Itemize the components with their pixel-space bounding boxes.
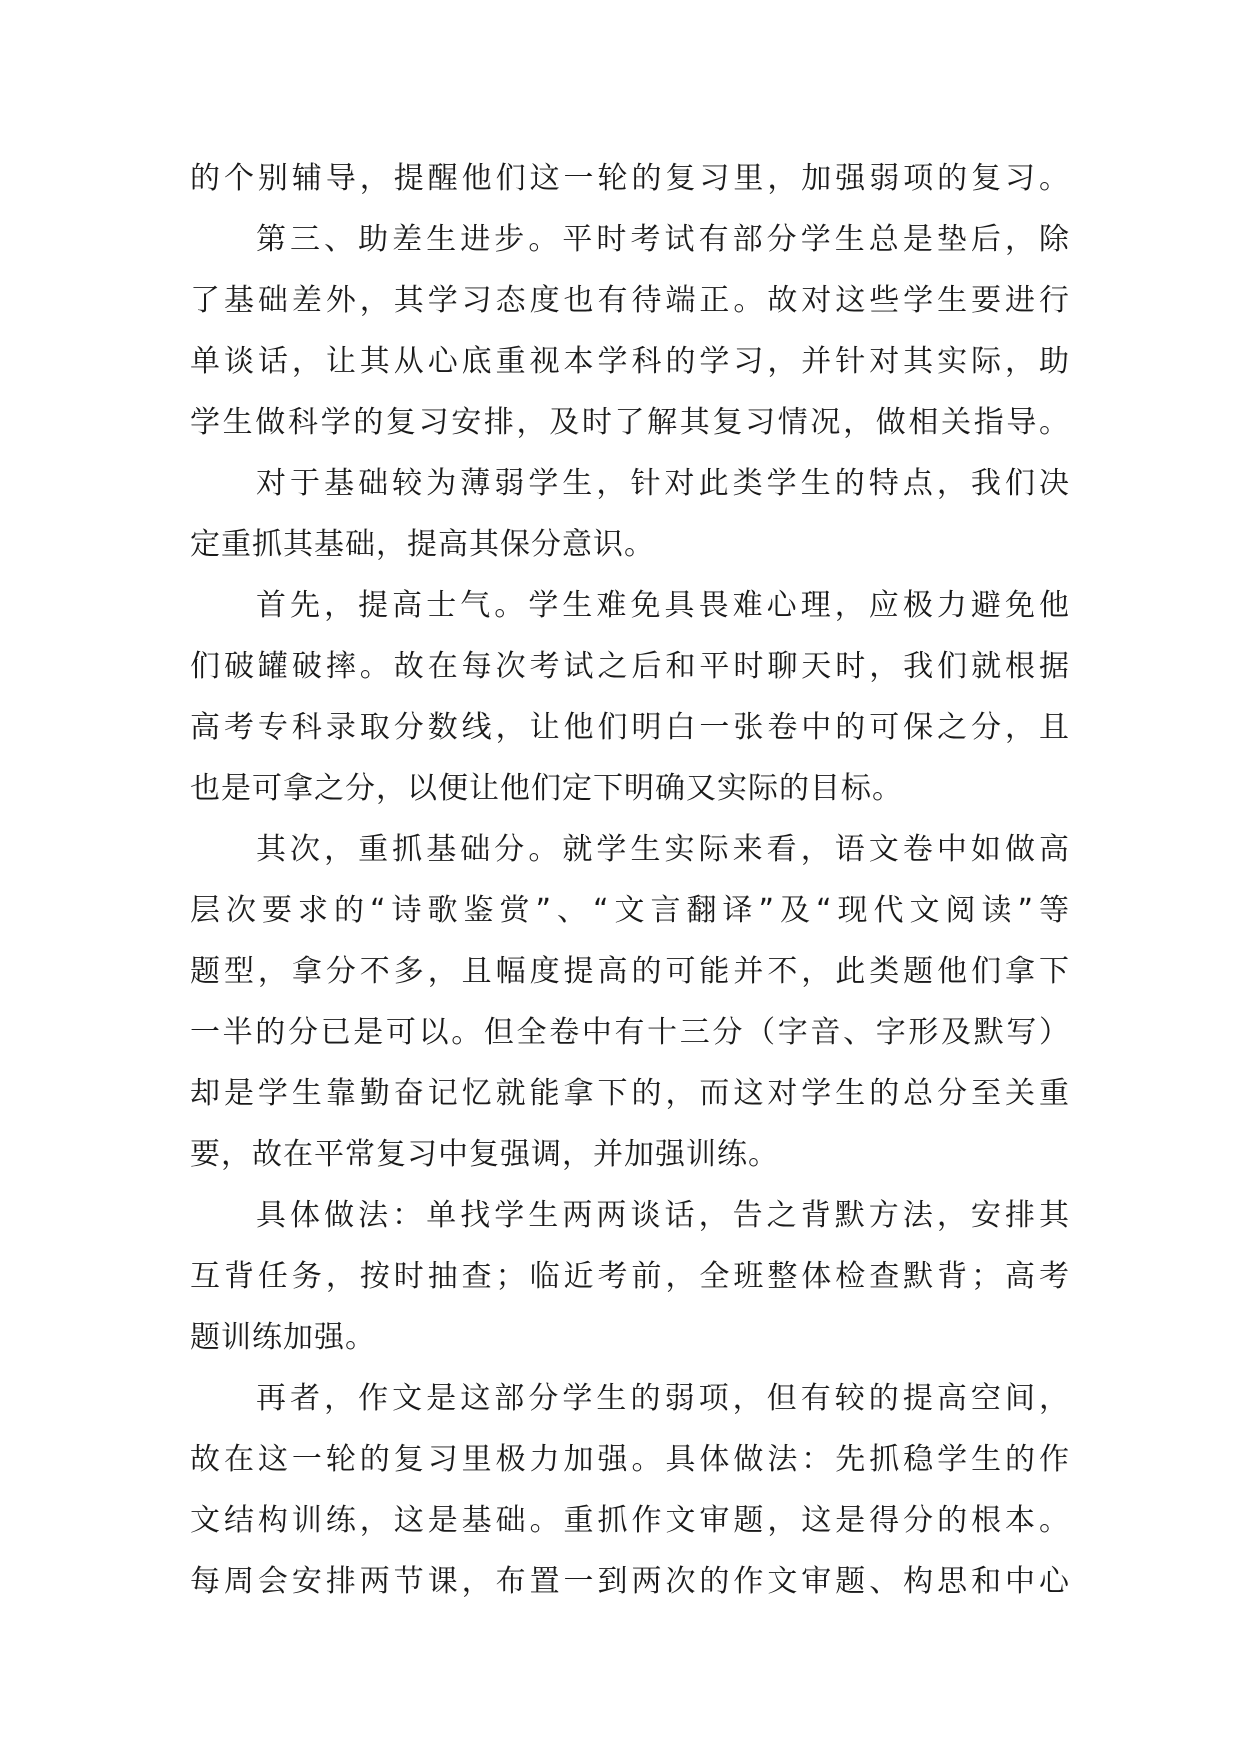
text-line: 学生做科学的复习安排，及时了解其复习情况，做相关指导。 [190, 405, 1070, 440]
text-line: 互背任务，按时抽查；临近考前，全班整体检查默背；高考 [190, 1259, 1070, 1294]
text-line: 题型，拿分不多，且幅度提高的可能并不，此类题他们拿下 [190, 954, 1070, 989]
text-line: 单谈话，让其从心底重视本学科的学习，并针对其实际，助 [190, 344, 1070, 379]
text-line: 也是可拿之分，以便让他们定下明确又实际的目标。 [190, 771, 903, 806]
text-line: 每周会安排两节课，布置一到两次的作文审题、构思和中心 [190, 1564, 1070, 1599]
text-line: 其次，重抓基础分。就学生实际来看，语文卷中如做高 [256, 832, 1070, 867]
text-line: 一半的分已是可以。但全卷中有十三分（字音、字形及默写） [190, 1015, 1070, 1050]
body-text [190, 148, 1070, 1612]
text-line: 首先，提高士气。学生难免具畏难心理，应极力避免他 [256, 588, 1070, 623]
text-line: 们破罐破摔。故在每次考试之后和平时聊天时，我们就根据 [190, 649, 1070, 684]
text-line: 对于基础较为薄弱学生，针对此类学生的特点，我们决 [256, 466, 1070, 501]
text-line: 第三、助差生进步。平时考试有部分学生总是垫后，除 [256, 222, 1070, 257]
text-line: 了基础差外，其学习态度也有待端正。故对这些学生要进行 [190, 283, 1070, 318]
text-line: 高考专科录取分数线，让他们明白一张卷中的可保之分，且 [190, 710, 1070, 745]
text-line: 要，故在平常复习中复强调，并加强训练。 [190, 1137, 779, 1172]
text-line: 的个别辅导，提醒他们这一轮的复习里，加强弱项的复习。 [190, 161, 1070, 196]
text-line: 层次要求的“诗歌鉴赏”、“文言翻译”及“现代文阅读”等 [190, 893, 1070, 928]
text-line: 故在这一轮的复习里极力加强。具体做法：先抓稳学生的作 [190, 1442, 1070, 1477]
text-line: 题训练加强。 [190, 1320, 376, 1355]
text-line: 却是学生靠勤奋记忆就能拿下的，而这对学生的总分至关重 [190, 1076, 1070, 1111]
text-line: 具体做法：单找学生两两谈话，告之背默方法，安排其 [256, 1198, 1070, 1233]
text-line: 再者，作文是这部分学生的弱项，但有较的提高空间， [256, 1381, 1070, 1416]
text-line: 定重抓其基础，提高其保分意识。 [190, 527, 655, 562]
text-line: 文结构训练，这是基础。重抓作文审题，这是得分的根本。 [190, 1503, 1070, 1538]
